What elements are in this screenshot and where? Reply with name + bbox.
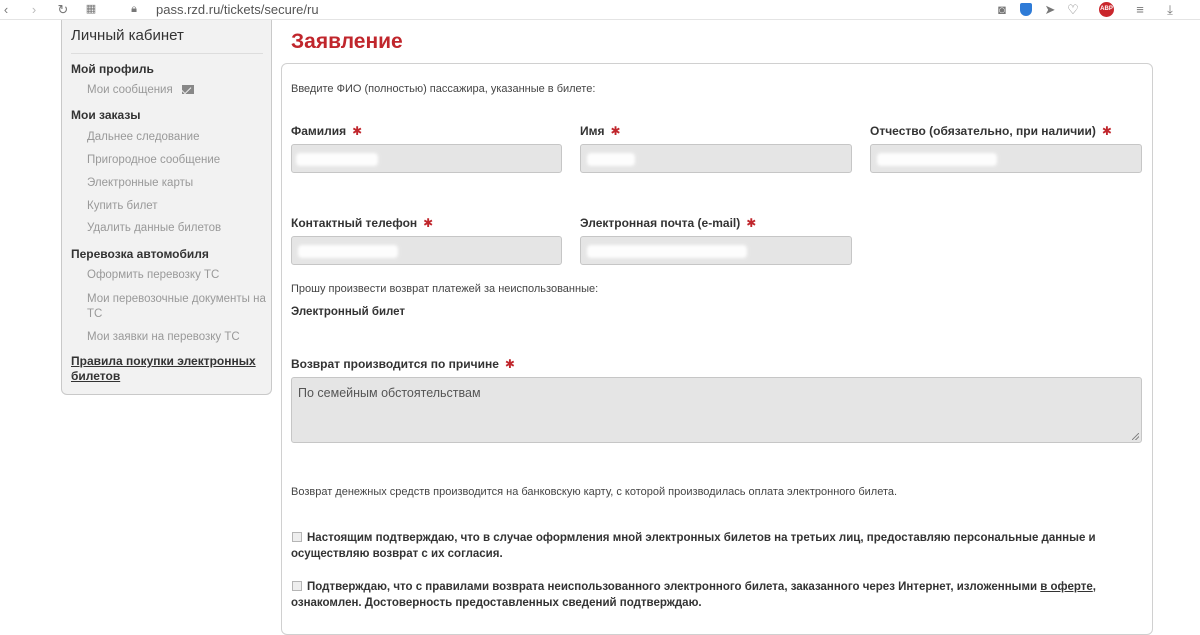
download-icon[interactable]: ⤓ (1167, 2, 1173, 17)
camera-icon[interactable]: ◙ (998, 2, 1006, 17)
tabs-grid-icon[interactable]: ▦ (85, 3, 97, 15)
redacted-value (298, 245, 398, 258)
adblock-icon[interactable]: ABP (1099, 2, 1114, 17)
menu-icon[interactable]: ≡ (1136, 2, 1144, 17)
refund-request-text: Прошу произвести возврат платежей за неиспользованные: (291, 283, 599, 295)
redacted-value (296, 153, 378, 166)
sidebar-title: Личный кабинет (71, 27, 184, 44)
name-label (580, 124, 621, 138)
sidebar-item-orders[interactable]: Мои заказы (71, 108, 141, 122)
confirm-third-party-text (291, 530, 1141, 562)
required-mark: ✱ (504, 357, 515, 371)
sidebar-item-buy-ticket[interactable]: Купить билет (87, 200, 158, 212)
offer-link[interactable]: в оферте (1040, 581, 1093, 593)
browser-toolbar (0, 0, 1200, 20)
name-field[interactable] (580, 144, 852, 173)
heart-icon[interactable]: ♡ (1067, 2, 1079, 17)
patronymic-field[interactable] (870, 144, 1142, 173)
reason-textarea[interactable] (291, 377, 1142, 443)
phone-label-text: Контактный телефон (291, 216, 418, 230)
required-mark: ✱ (610, 124, 621, 138)
confirm-rules-text (291, 579, 1141, 611)
sidebar-divider (71, 53, 263, 54)
shield-icon[interactable] (1020, 3, 1032, 16)
sidebar-item-car-transport[interactable]: Перевозка автомобиля (71, 247, 209, 261)
lock-icon[interactable]: 🔒︎ (131, 3, 137, 15)
ticket-type: Электронный билет (291, 306, 406, 318)
phone-field[interactable] (291, 236, 562, 265)
phone-label (291, 216, 433, 230)
refund-note: Возврат денежных средств производится на банковскую карту, с которой производилась оплата электронного билета. (291, 486, 898, 498)
required-mark: ✱ (423, 216, 434, 230)
email-field[interactable] (580, 236, 852, 265)
redacted-value (587, 245, 747, 258)
surname-field[interactable] (291, 144, 562, 173)
page-title: Заявление (291, 30, 403, 53)
sidebar (61, 20, 272, 395)
surname-label-text: Фамилия (291, 124, 347, 138)
sidebar-item-suburban[interactable]: Пригородное сообщение (87, 154, 221, 166)
confirm-rules-label: Подтверждаю, что с правилами возврата неиспользованного электронного билета, заказанного через Интернет, изложенными (307, 581, 1041, 593)
redacted-value (587, 153, 635, 166)
envelope-icon (182, 85, 194, 94)
sidebar-item-profile[interactable]: Мой профиль (71, 62, 154, 76)
sidebar-item-delete-tickets[interactable]: Удалить данные билетов (87, 222, 222, 234)
confirm-rules-label-end: , ознакомлен. Достоверность предоставленных сведений подтверждаю. (291, 581, 1096, 609)
back-icon[interactable]: ‹ (3, 2, 9, 17)
surname-label (291, 124, 362, 138)
required-mark: ✱ (746, 216, 757, 230)
reason-value: По семейным обстоятельствам (298, 386, 481, 400)
confirm-third-party-label: Настоящим подтверждаю, что в случае оформления мной электронных билетов на третьих лиц, предоставляю персональные данные и осуществляю возврат с их согласия. (291, 532, 1096, 560)
patronymic-label (870, 124, 1112, 138)
sidebar-item-e-cards[interactable]: Электронные карты (87, 177, 194, 189)
reason-label-text: Возврат производится по причине (291, 357, 499, 371)
reason-label (291, 357, 515, 371)
sidebar-item-transport-docs[interactable]: Мои перевозочные документы на ТС (87, 293, 266, 320)
sidebar-link-rules[interactable]: Правила покупки электронных билетов (71, 354, 256, 383)
patronymic-label-text: Отчество (обязательно, при наличии) (870, 124, 1096, 138)
resize-handle-icon[interactable] (1132, 433, 1139, 440)
sidebar-item-long-distance[interactable]: Дальнее следование (87, 131, 200, 143)
sidebar-item-register-transport[interactable]: Оформить перевозку ТС (87, 269, 220, 281)
intro-text: Введите ФИО (полностью) пассажира, указанные в билете: (291, 83, 596, 95)
name-label-text: Имя (580, 124, 605, 138)
required-mark: ✱ (352, 124, 363, 138)
sidebar-item-messages[interactable] (87, 83, 267, 98)
email-label (580, 216, 756, 230)
email-label-text: Электронная почта (e-mail) (580, 216, 741, 230)
send-icon[interactable]: ➤ (1044, 2, 1056, 17)
sidebar-item-transport-requests[interactable]: Мои заявки на перевозку ТС (87, 331, 240, 343)
address-bar[interactable]: pass.rzd.ru/tickets/secure/ru (156, 2, 319, 17)
required-mark: ✱ (1101, 124, 1112, 138)
sidebar-item-label: Мои сообщения (87, 84, 173, 96)
redacted-value (877, 153, 997, 166)
reload-icon[interactable]: ↻ (57, 2, 69, 17)
forward-icon[interactable]: › (31, 2, 37, 17)
